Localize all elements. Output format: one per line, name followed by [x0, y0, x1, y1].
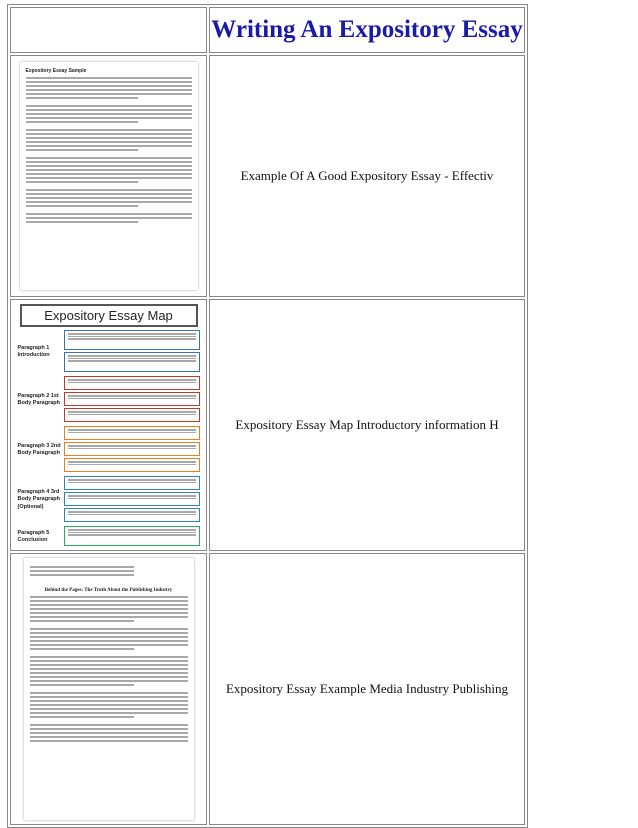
- essay-sample-thumbnail[interactable]: [20, 62, 198, 290]
- thumbnail-heading: Expository Essay Sample: [25, 68, 87, 74]
- row1-image-cell: [10, 55, 207, 297]
- header-title-cell: [209, 7, 525, 53]
- map-section-label: Paragraph 1 Introduction: [17, 344, 50, 358]
- essay-table: [7, 4, 528, 828]
- map-title: Expository Essay Map: [20, 304, 198, 327]
- map-section-label: Paragraph 5 Conclusion: [17, 529, 50, 543]
- row1-caption[interactable]: Example Of A Good Expository Essay - Effectiv: [240, 168, 494, 183]
- row2-caption[interactable]: Expository Essay Map Introductory information H: [235, 417, 499, 432]
- row2-image-cell: [10, 299, 207, 551]
- row3-caption-cell: [209, 553, 525, 825]
- row1-caption-cell: [209, 55, 525, 297]
- map-section: [18, 476, 200, 524]
- row2-caption-cell: [209, 299, 525, 551]
- map-section: [18, 526, 200, 548]
- page-title: Writing An Expository Essay: [211, 16, 523, 43]
- map-section-label: Paragraph 4 3rd Body Paragraph (Optional): [17, 489, 60, 510]
- header-empty-cell: [10, 7, 207, 53]
- row3-image-cell: [10, 553, 207, 825]
- thumbnail-heading: Behind the Pages: The Truth About the Publishing Industry: [44, 588, 173, 593]
- essay-map-thumbnail[interactable]: [16, 304, 202, 548]
- map-section: [18, 426, 200, 474]
- map-section-label: Paragraph 3 2nd Body Paragraph: [17, 442, 61, 456]
- row3-caption[interactable]: Expository Essay Example Media Industry Publishing: [225, 681, 508, 696]
- map-section: [18, 330, 200, 374]
- media-essay-thumbnail[interactable]: [24, 558, 194, 820]
- map-section: [18, 376, 200, 424]
- map-section-label: Paragraph 2 1st Body Paragraph: [17, 392, 60, 406]
